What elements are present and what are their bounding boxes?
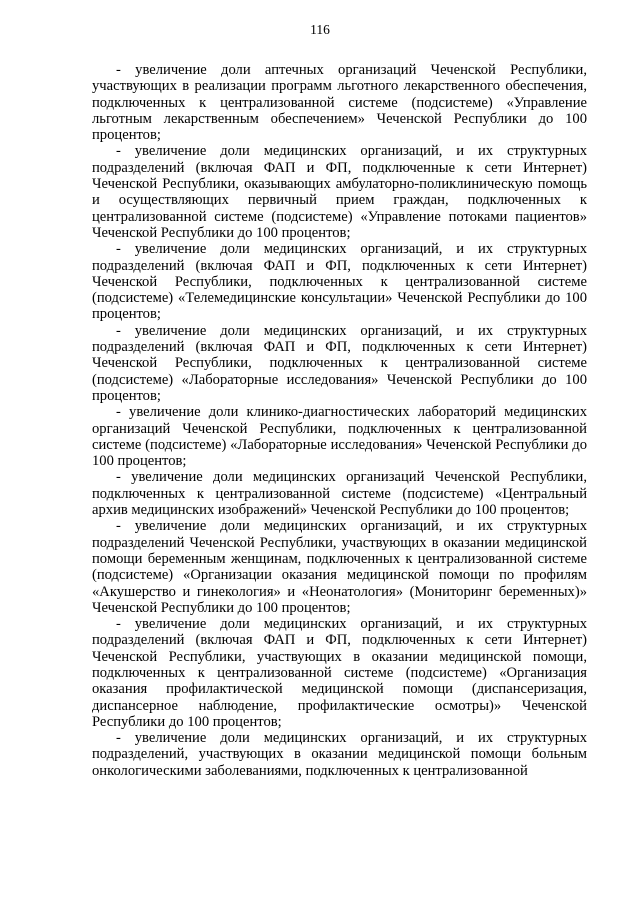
paragraph-diagnostic-laboratories: - увеличение доли клинико-диагностических лабораторий медицинских организаций Чеченской Республики, подключенных к централизованной системе (подсистеме) «Лабораторные исследования» Чеченской Республики до 100 процентов;	[92, 404, 587, 470]
paragraph-medical-images-archive: - увеличение доли медицинских организаций Чеченской Республики, подключенных к централизованной системе (подсистеме) «Центральный архив медицинских изображений» Чеченской Республики до 100 процентов;	[92, 469, 587, 519]
paragraph-preventive-care: - увеличение доли медицинских организаций, и их структурных подразделений (включая ФАП и ФП, подключенных к сети Интернет) Чеченской Республики, участвующих в оказании медицинской помощи, подключенных к централизованной системе (подсистеме) «Организация оказания профилактической медицинской помощи (диспансеризация, диспансерное наблюдение, профилактические осмотры)» Чеченской Республики до 100 процентов;	[92, 616, 587, 730]
paragraph-pharmacy-organizations: - увеличение доли аптечных организаций Чеченской Республики, участвующих в реализации программ льготного лекарственного обеспечения, подключенных к централизованной системе (подсистеме) «Управление льготным лекарственным обеспечением» Чеченской Республики до 100 процентов;	[92, 62, 587, 144]
paragraph-telemedicine-consultations: - увеличение доли медицинских организаций, и их структурных подразделений (включая ФАП и ФП, подключенных к сети Интернет) Чеченской Республики, подключенных к централизованной системе (подсистеме) «Телемедицинские консультации» Чеченской Республики до 100 процентов;	[92, 241, 587, 323]
paragraph-patient-flow-management: - увеличение доли медицинских организаций, и их структурных подразделений (включая ФАП и ФП, подключенные к сети Интернет) Чеченской Республики, оказывающих амбулаторно-поликлиническую помощь и осуществляющих первичный прием граждан, подключенных к централизованной системе (подсистеме) «Управление потоками пациентов» Чеченской Республики до 100 процентов;	[92, 143, 587, 241]
page-number: 116	[310, 22, 330, 37]
document-body	[92, 62, 587, 779]
paragraph-oncology-care: - увеличение доли медицинских организаций, и их структурных подразделений, участвующих в оказании медицинской помощи больным онкологическими заболеваниями, подключенных к централизованной	[92, 730, 587, 779]
paragraph-laboratory-research: - увеличение доли медицинских организаций, и их структурных подразделений (включая ФАП и ФП, подключенных к сети Интернет) Чеченской Республики, подключенных к централизованной системе (подсистеме) «Лабораторные исследования» Чеченской Республики до 100 процентов;	[92, 322, 587, 404]
paragraph-pregnancy-monitoring: - увеличение доли медицинских организаций, и их структурных подразделений Чеченской Республики, участвующих в оказании медицинской помощи беременным женщинам, подключенных к централизованной системе (подсистеме) «Организации оказания медицинской помощи по профилям «Акушерство и гинекология» и «Неонатология» (Мониторинг беременных)» Чеченской Республики до 100 процентов;	[92, 518, 587, 616]
